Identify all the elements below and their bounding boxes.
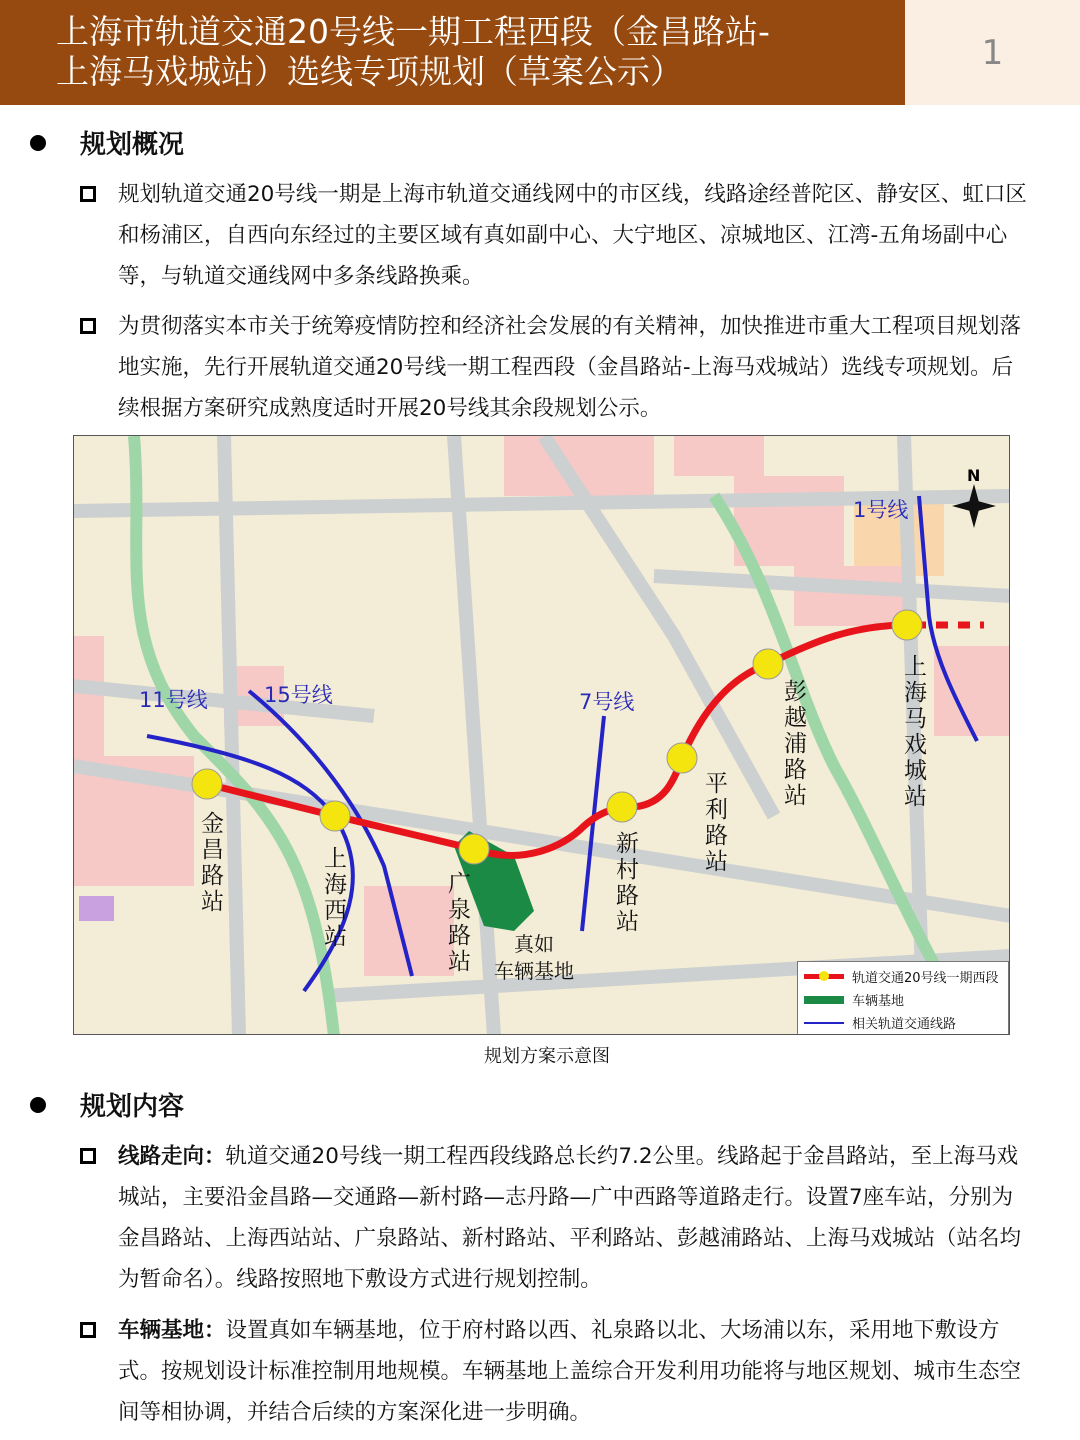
item-label: 车辆基地： — [118, 1318, 226, 1343]
paragraph — [80, 1136, 1030, 1300]
title-line-1: 上海市轨道交通20号线一期工程西段（金昌路站- — [56, 12, 770, 51]
bullet-icon — [30, 135, 46, 151]
page-number: 1 — [905, 0, 1080, 105]
paragraph-text: 为贯彻落实本市关于统筹疫情防控和经济社会发展的有关精神，加快推进市重大工程项目规划落地实施，先行开展轨道交通20号线一期工程西段（金昌路站-上海马戏城站）选线专项规划。后续根据方案研究成熟度适时开展20号线其余段规划公示。 — [118, 314, 1022, 421]
line-11-label: 11号线 — [139, 688, 208, 712]
station-label: 广泉路站 — [444, 871, 470, 975]
heading-text: 规划内容 — [80, 1092, 185, 1122]
station-label: 平利路站 — [701, 771, 727, 875]
station-label: 新村路站 — [612, 831, 638, 935]
station-label: 上海西站 — [320, 846, 346, 950]
legend-label: 相关轨道交通线路 — [852, 1017, 957, 1032]
square-bullet-icon — [80, 186, 96, 202]
legend-item — [804, 1011, 1002, 1034]
legend-label: 轨道交通20号线一期西段 — [852, 971, 999, 986]
page-header — [0, 0, 905, 105]
paragraph-text: 规划轨道交通20号线一期是上海市轨道交通线网中的市区线，线路途经普陀区、静安区、虹口区和杨浦区，自西向东经过的主要区域有真如副中心、大宁地区、凉城地区、江湾-五角场副中心等，与轨道交通线网中多条线路换乘。 — [118, 182, 1027, 289]
paragraph-text: 轨道交通20号线一期工程西段线路总长约7.2公里。线路起于金昌路站，至上海马戏城站，主要沿金昌路—交通路—新村路—志丹路—广中西路等道路走行。设置7座车站，分别为金昌路站、上海西站站、广泉路站、新村路站、平利路站、彭越浦路站、上海马戏城站（站名均为暂命名）。线路按照地下敷设方式进行规划控制。 — [118, 1144, 1022, 1292]
route-map — [73, 435, 1010, 1035]
station-label: 彭越浦路站 — [780, 679, 806, 809]
line-1-label: 1号线 — [853, 498, 909, 522]
heading-text: 规划概况 — [80, 130, 185, 160]
map-legend — [797, 961, 1009, 1035]
line-15-label: 15号线 — [264, 683, 333, 707]
station-label: 上海马戏城站 — [900, 654, 926, 810]
station-label: 金昌路站 — [197, 811, 223, 915]
title-line-2: 上海马戏城站）选线专项规划（草案公示） — [56, 52, 683, 91]
section-heading-overview — [30, 124, 184, 161]
paragraph-text: 设置真如车辆基地，位于府村路以西、礼泉路以北、大场浦以东，采用地下敷设方式。按规划设计标准控制用地规模。车辆基地上盖综合开发利用功能将与地区规划、城市生态空间等相协调，并结合后续的方案深化进一步明确。 — [118, 1318, 1022, 1425]
square-bullet-icon — [80, 1148, 96, 1164]
map-caption: 规划方案示意图 — [484, 1046, 610, 1067]
north-label: N — [967, 466, 981, 485]
bullet-icon — [30, 1097, 46, 1113]
legend-line20-swatch — [804, 974, 844, 979]
legend-item — [804, 965, 1002, 988]
depot-label — [494, 931, 574, 985]
paragraph — [80, 1310, 1030, 1433]
item-label: 线路走向： — [118, 1144, 226, 1169]
square-bullet-icon — [80, 1322, 96, 1338]
legend-lines-swatch — [804, 1022, 844, 1024]
line-7-label: 7号线 — [579, 690, 635, 714]
legend-depot-swatch — [804, 996, 844, 1004]
depot-label-line: 车辆基地 — [494, 959, 574, 983]
depot-label-line: 真如 — [514, 932, 554, 956]
paragraph — [80, 174, 1030, 297]
stations — [192, 610, 922, 864]
section-heading-content — [30, 1086, 184, 1123]
legend-label: 车辆基地 — [852, 994, 905, 1009]
square-bullet-icon — [80, 318, 96, 334]
paragraph — [80, 306, 1030, 429]
legend-item — [804, 988, 1002, 1011]
